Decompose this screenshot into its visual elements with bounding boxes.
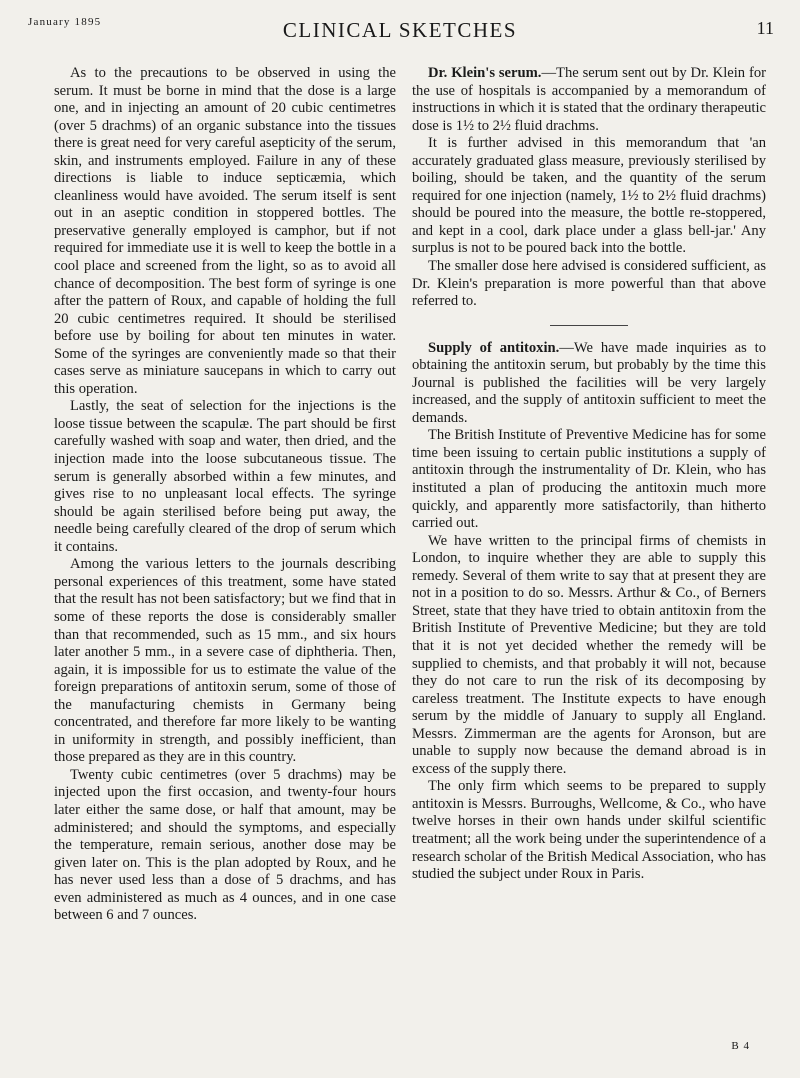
section-text: —The serum sent out by Dr. Klein for the use of hospitals is accompanied by a memorandum of instructions in which it is stated that the ordinary therapeutic dose is 1½ to 2½ fluid drachms. [412, 65, 766, 134]
issue-date: January 1895 [28, 16, 102, 28]
running-title: CLINICAL SKETCHES [282, 18, 518, 42]
paragraph: The smaller dose here advised is considered sufficient, as Dr. Klein's preparation is more powerful than that above referred to. [412, 258, 766, 310]
section-klein-serum [412, 65, 766, 135]
page-number: 11 [756, 18, 774, 38]
section-divider [550, 325, 628, 326]
paragraph: Among the various letters to the journals describing personal experiences of this treatment, some have stated that the result has not been satisfactory; but we find that in some of these reports the dose is considerably smaller than that recommended, such as 15 mm., and six hours later another 5 mm., in a severe case of diphtheria. Then, again, it is impossible for us to estimate the value of the foreign preparations of antitoxin serum, some of those of the manufacturing chemists in Germany being concentrated, and therefore far more likely to be wanting in uniformity in strength, and possibly inefficient, than those prepared as they are in this country. [54, 556, 396, 766]
section-antitoxin-supply [412, 340, 766, 428]
paragraph: Twenty cubic centimetres (over 5 drachms) may be injected upon the first occasion, and twenty-four hours later either the same dose, or half that amount, may be administered; and should the symptoms, and especially the temperature, remain serious, another dose may be given later on. This is the plan adopted by Roux, and he has never used less than a dose of 5 drachms, and has even administered as much as 4 ounces, and in one case between 6 and 7 ounces. [54, 766, 396, 924]
section-heading: Supply of antitoxin. [428, 339, 560, 356]
section-text: —We have made inquiries as to obtaining the antitoxin serum, but probably by the time this Journal is published the facilities will be very largely increased, and the supply of antitoxin sufficient to meet the demands. [412, 339, 766, 426]
paragraph: It is further advised in this memorandum that 'an accurately graduated glass measure, previously sterilised by boiling, should be taken, and the quantity of the serum required for one injection (namely, 1½ to 2½ fluid drachms) should be poured into the measure, the bottle re-stoppered, and kept in a cool, dark place under a glass bell-jar.' Any surplus is not to be poured back into the bottle. [412, 135, 766, 257]
left-column [54, 65, 396, 925]
signature-mark: B 4 [731, 1040, 750, 1052]
section-heading: Dr. Klein's serum. [428, 65, 542, 81]
right-column [412, 65, 766, 884]
paragraph: Lastly, the seat of selection for the injections is the loose tissue between the scapulæ. The part should be first carefully washed with soap and water, then dried, and the injection made into the loose subcutaneous tissue. The serum is generally absorbed within a few minutes, and gives rise to no unpleasant local effects. The syringe should be again sterilised before being put away, the needle being carefully cleared of the drop of serum which it contains. [54, 398, 396, 555]
paragraph: The British Institute of Preventive Medicine has for some time been issuing to certain public institutions a supply of antitoxin through the instrumentality of Dr. Klein, who has instituted a plan of producing the antitoxin much more quickly, and apparently more satisfactorily, than hitherto carried out. [412, 427, 766, 532]
paragraph: The only firm which seems to be prepared to supply antitoxin is Messrs. Burroughs, Wellcome, & Co., who have twelve horses in their own hands under skilful scientific treatment; all the work being under the superintendence of a research scholar of the British Medical Association, who has studied the subject under Roux in Paris. [412, 778, 766, 883]
paragraph: As to the precautions to be observed in using the serum. It must be borne in mind that the dose is a large one, and in injecting an amount of 20 cubic centimetres (over 5 drachms) of an organic substance into the tissues there is great need for very careful asepticity of the serum, skin, and instruments employed. Failure in any of these directions is liable to induce septicæmia, which cleanliness would have avoided. The serum itself is sent out in an aseptic condition in stoppered bottles. The preservative generally employed is camphor, but if not required for immediate use it is well to keep the bottle in a cool place and screened from the light, so as to avoid all chance of decomposition. The best form of syringe is one after the pattern of Roux, and capable of holding the full 20 cubic centimetres required. It should be sterilised before use by boiling for about ten minutes in water. Some of the syringes are conveniently made so that their cases serve as miniature saucepans in which to carry out this operation. [54, 65, 396, 397]
paragraph: We have written to the principal firms of chemists in London, to inquire whether they are able to supply this remedy. Several of them write to say that at present they are not in a position to do so. Messrs. Arthur & Co., of Berners Street, state that they have tried to obtain antitoxin from the British Institute of Preventive Medicine; but they are told that it is not yet decided whether the remedy will be supplied to chemists, and that probably it will not, because they do not care to run the risk of its decomposing by careless treatment. The Institute expects to have enough serum by the middle of January to supply all England. Messrs. Zimmerman are the agents for Aronson, but are unable to supply now because the demand abroad is in excess of the supply there. [412, 532, 766, 777]
